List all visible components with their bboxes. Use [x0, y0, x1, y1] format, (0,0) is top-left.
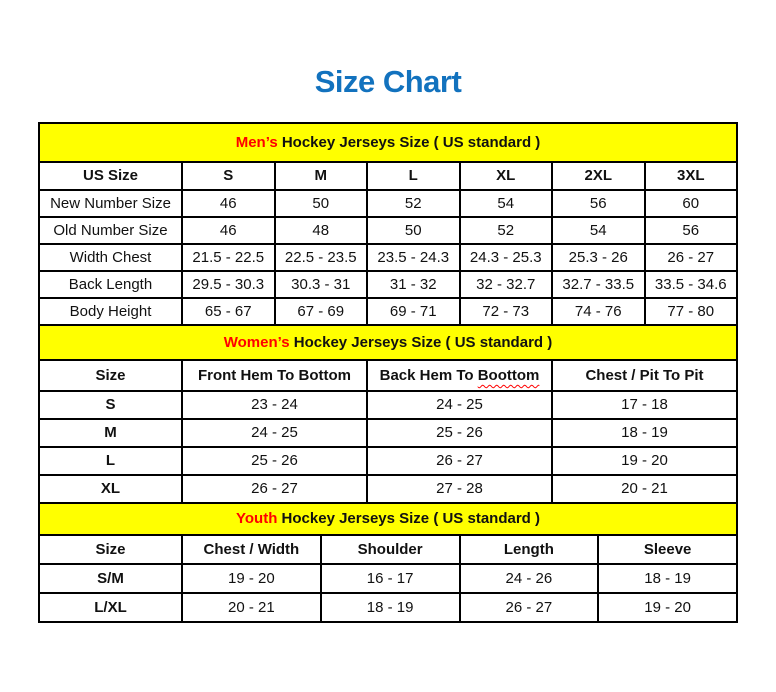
table-row	[39, 447, 737, 475]
size-value-cell: 19 - 20	[182, 564, 321, 593]
size-value-cell: 54	[552, 217, 645, 244]
column-header: Length	[460, 535, 599, 564]
table-row	[39, 593, 737, 622]
size-value-cell: 31 - 32	[367, 271, 460, 298]
column-header: US Size	[39, 162, 182, 190]
size-value-cell: 18 - 19	[321, 593, 460, 622]
band-rest-text: Hockey Jerseys Size ( US standard )	[277, 510, 540, 528]
column-header: 2XL	[552, 162, 645, 190]
size-value-cell: 33.5 - 34.6	[645, 271, 738, 298]
size-value-cell: 72 - 73	[460, 298, 553, 325]
table-row	[39, 419, 737, 447]
size-value-cell: 69 - 71	[367, 298, 460, 325]
row-label: L/XL	[39, 593, 182, 622]
column-header: Size	[39, 535, 182, 564]
size-value-cell: 24 - 26	[460, 564, 599, 593]
row-label: S/M	[39, 564, 182, 593]
size-value-cell: 54	[460, 190, 553, 217]
column-header: Shoulder	[321, 535, 460, 564]
row-label: Width Chest	[39, 244, 182, 271]
size-value-cell: 46	[182, 190, 275, 217]
size-value-cell: 20 - 21	[552, 475, 737, 503]
misspelling-squiggle: Boottom	[477, 366, 540, 384]
column-header: Chest / Width	[182, 535, 321, 564]
column-header: XL	[460, 162, 553, 190]
column-header: L	[367, 162, 460, 190]
size-value-cell: 24 - 25	[182, 419, 367, 447]
row-label: L	[39, 447, 182, 475]
column-header: Chest / Pit To Pit	[552, 360, 737, 391]
column-header: Sleeve	[598, 535, 737, 564]
column-header-text: Back Hem To	[379, 366, 478, 384]
size-value-cell: 50	[275, 190, 368, 217]
size-value-cell: 26 - 27	[645, 244, 738, 271]
size-value-cell: 50	[367, 217, 460, 244]
size-value-cell: 48	[275, 217, 368, 244]
size-value-cell: 56	[645, 217, 738, 244]
column-header: Front Hem To Bottom	[182, 360, 367, 391]
size-value-cell: 74 - 76	[552, 298, 645, 325]
size-value-cell: 56	[552, 190, 645, 217]
size-value-cell: 30.3 - 31	[275, 271, 368, 298]
size-value-cell: 23 - 24	[182, 391, 367, 419]
row-label: Back Length	[39, 271, 182, 298]
table-row	[39, 244, 737, 271]
size-value-cell: 25 - 26	[182, 447, 367, 475]
column-header: M	[275, 162, 368, 190]
row-label: New Number Size	[39, 190, 182, 217]
band-rest-text: Hockey Jerseys Size ( US standard )	[277, 133, 541, 151]
mens-size-table	[38, 122, 738, 326]
womens-size-table	[38, 324, 738, 504]
table-row	[39, 564, 737, 593]
size-value-cell: 67 - 69	[275, 298, 368, 325]
size-value-cell: 46	[182, 217, 275, 244]
size-value-cell: 32 - 32.7	[460, 271, 553, 298]
page-title: Size Chart	[314, 64, 462, 99]
band-rest-text: Hockey Jerseys Size ( US standard )	[289, 333, 553, 351]
size-value-cell: 18 - 19	[598, 564, 737, 593]
band-highlight-text: Women’s	[223, 333, 290, 351]
table-row	[39, 475, 737, 503]
table-row	[39, 217, 737, 244]
size-value-cell: 16 - 17	[321, 564, 460, 593]
size-value-cell: 19 - 20	[598, 593, 737, 622]
youth-band-title	[39, 503, 737, 535]
size-value-cell: 52	[460, 217, 553, 244]
mens-band-title	[39, 123, 737, 162]
column-header: S	[182, 162, 275, 190]
row-label: Body Height	[39, 298, 182, 325]
size-value-cell: 52	[367, 190, 460, 217]
size-value-cell: 21.5 - 22.5	[182, 244, 275, 271]
size-value-cell: 19 - 20	[552, 447, 737, 475]
table-row	[39, 190, 737, 217]
column-header: Size	[39, 360, 182, 391]
size-value-cell: 27 - 28	[367, 475, 552, 503]
band-highlight-text: Youth	[236, 510, 278, 528]
size-value-cell: 24 - 25	[367, 391, 552, 419]
table-row	[39, 298, 737, 325]
size-value-cell: 60	[645, 190, 738, 217]
column-header: 3XL	[645, 162, 738, 190]
size-value-cell: 26 - 27	[367, 447, 552, 475]
size-value-cell: 25.3 - 26	[552, 244, 645, 271]
row-label: M	[39, 419, 182, 447]
size-value-cell: 24.3 - 25.3	[460, 244, 553, 271]
row-label: Old Number Size	[39, 217, 182, 244]
tables-stack	[38, 122, 738, 623]
size-value-cell: 26 - 27	[460, 593, 599, 622]
size-value-cell: 77 - 80	[645, 298, 738, 325]
row-label: XL	[39, 475, 182, 503]
size-value-cell: 23.5 - 24.3	[367, 244, 460, 271]
band-highlight-text: Men’s	[235, 133, 278, 151]
row-label: S	[39, 391, 182, 419]
size-value-cell: 22.5 - 23.5	[275, 244, 368, 271]
size-value-cell: 65 - 67	[182, 298, 275, 325]
size-value-cell: 25 - 26	[367, 419, 552, 447]
size-value-cell: 18 - 19	[552, 419, 737, 447]
size-value-cell: 20 - 21	[182, 593, 321, 622]
size-value-cell: 26 - 27	[182, 475, 367, 503]
size-value-cell: 32.7 - 33.5	[552, 271, 645, 298]
size-value-cell: 29.5 - 30.3	[182, 271, 275, 298]
womens-band-title	[39, 325, 737, 360]
youth-size-table	[38, 502, 738, 623]
table-row	[39, 271, 737, 298]
table-row	[39, 391, 737, 419]
size-value-cell: 17 - 18	[552, 391, 737, 419]
column-header	[367, 360, 552, 391]
